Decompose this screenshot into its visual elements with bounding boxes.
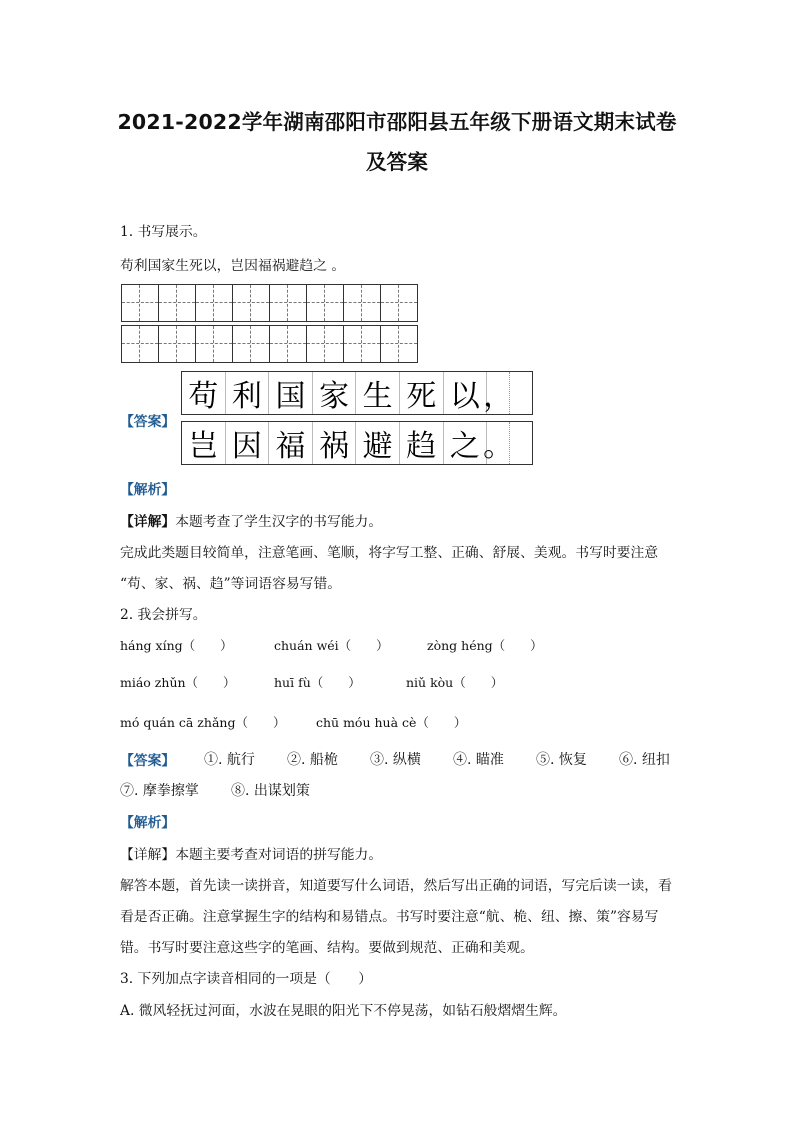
- q1-number: 1. 书写展示。: [120, 224, 207, 240]
- grid-cell: [122, 285, 159, 322]
- grid-cell: [233, 285, 270, 322]
- pinyin-item: miáo zhǔn（ ）: [120, 675, 236, 690]
- q3-option-a: A. 微风轻抚过河面，水波在晃眼的阳光下不停晃荡，如钻石般熠熠生辉。: [120, 1003, 567, 1019]
- q2-analysis-label: 【解析】: [120, 815, 176, 831]
- answer-row-2: [181, 421, 533, 465]
- answer-char: 因: [226, 422, 270, 464]
- grid-cell: [196, 326, 233, 363]
- answer-char: 以: [444, 372, 488, 414]
- answer-empty-cell: [510, 372, 532, 414]
- q2-number: 2. 我会拼写。: [120, 607, 207, 623]
- q2-explain-line1: 解答本题，首先读一读拼音，知道要写什么词语，然后写出正确的词语，写完后读一读，看: [120, 878, 672, 894]
- q1-answer-label: 【答案】: [120, 414, 176, 430]
- answer-row-1: [181, 371, 533, 415]
- document-title-line1: 2021-2022学年湖南邵阳市邵阳县五年级下册语文期末试卷: [117, 110, 677, 134]
- grid-cell: [270, 285, 307, 322]
- q1-answer-handwriting: [181, 371, 533, 465]
- q2-answer: ⑦. 摩拳擦掌: [120, 783, 199, 799]
- grid-cell: [381, 285, 418, 322]
- q2-answer: ④. 瞄准: [453, 752, 504, 768]
- answer-char: 家: [313, 372, 357, 414]
- q2-detail-label: 【详解】: [120, 847, 176, 863]
- q2-answer-label: 【答案】: [120, 753, 176, 769]
- grid-cell: [381, 326, 418, 363]
- pinyin-item: chuán wéi（ ）: [274, 638, 389, 653]
- pinyin-item: háng xíng（ ）: [120, 638, 233, 653]
- writing-grid-row1: [121, 284, 418, 322]
- pinyin-item: mó quán cā zhǎng（ ）: [120, 715, 286, 730]
- pinyin-item: huī fù（ ）: [274, 675, 361, 690]
- grid-cell: [344, 326, 381, 363]
- q2-answer: ⑤. 恢复: [536, 752, 587, 768]
- q2-answer: ⑥. 纽扣: [619, 752, 670, 768]
- document-title-line2: 及答案: [365, 150, 429, 174]
- q1-analysis-label: 【解析】: [120, 482, 176, 498]
- pinyin-item: zòng héng（ ）: [427, 638, 543, 653]
- answer-char: 。: [487, 422, 510, 464]
- grid-cell: [307, 326, 344, 363]
- answer-char: 国: [269, 372, 313, 414]
- q1-detail-text: 本题考查了学生汉字的书写能力。: [175, 514, 383, 530]
- grid-cell: [159, 326, 196, 363]
- pinyin-item: chū móu huà cè（ ）: [316, 715, 467, 730]
- answer-char: 祸: [313, 422, 357, 464]
- q2-answer: ⑧. 出谋划策: [231, 783, 310, 799]
- grid-cell: [122, 326, 159, 363]
- q2-answer: ③. 纵横: [370, 752, 421, 768]
- answer-empty-cell: [510, 422, 532, 464]
- q1-explain-line1: 完成此类题目较简单，注意笔画、笔顺，将字写工整、正确、舒展、美观。书写时要注意: [120, 545, 659, 561]
- answer-char: 趋: [400, 422, 444, 464]
- grid-cell: [344, 285, 381, 322]
- answer-char: 之: [444, 422, 488, 464]
- grid-cell: [159, 285, 196, 322]
- writing-grid-row2: [121, 325, 418, 363]
- q2-detail-text: 本题主要考查对词语的拼写能力。: [175, 847, 383, 863]
- grid-cell: [270, 326, 307, 363]
- answer-char: 生: [356, 372, 400, 414]
- answer-char: 岂: [182, 422, 226, 464]
- q1-explain-line2: “苟、家、祸、趋”等词语容易写错。: [120, 576, 342, 592]
- q1-text: 苟利国家生死以，岂因福祸避趋之 。: [120, 258, 346, 274]
- q1-detail: [120, 510, 382, 530]
- q2-answer: ②. 船桅: [287, 752, 338, 768]
- answer-char: 避: [356, 422, 400, 464]
- q2-explain-line3: 错。书写时要注意这些字的笔画、结构。要做到规范、正确和美观。: [120, 940, 534, 956]
- q2-explain-line2: 看是否正确。注意掌握生字的结构和易错点。书写时要注意“航、桅、纽、擦、策”容易写: [120, 909, 659, 925]
- answer-char: 利: [226, 372, 270, 414]
- grid-cell: [233, 326, 270, 363]
- grid-cell: [307, 285, 344, 322]
- answer-char: 福: [269, 422, 313, 464]
- pinyin-item: niǔ kòu（ ）: [406, 675, 504, 690]
- q2-detail: [120, 843, 382, 863]
- q2-answer: ①. 航行: [204, 752, 255, 768]
- answer-char: ，: [487, 372, 510, 414]
- grid-cell: [196, 285, 233, 322]
- q1-detail-label: 【详解】: [120, 514, 176, 530]
- q3-number: 3. 下列加点字读音相同的一项是（ ）: [120, 971, 373, 987]
- answer-char: 苟: [182, 372, 226, 414]
- answer-char: 死: [400, 372, 444, 414]
